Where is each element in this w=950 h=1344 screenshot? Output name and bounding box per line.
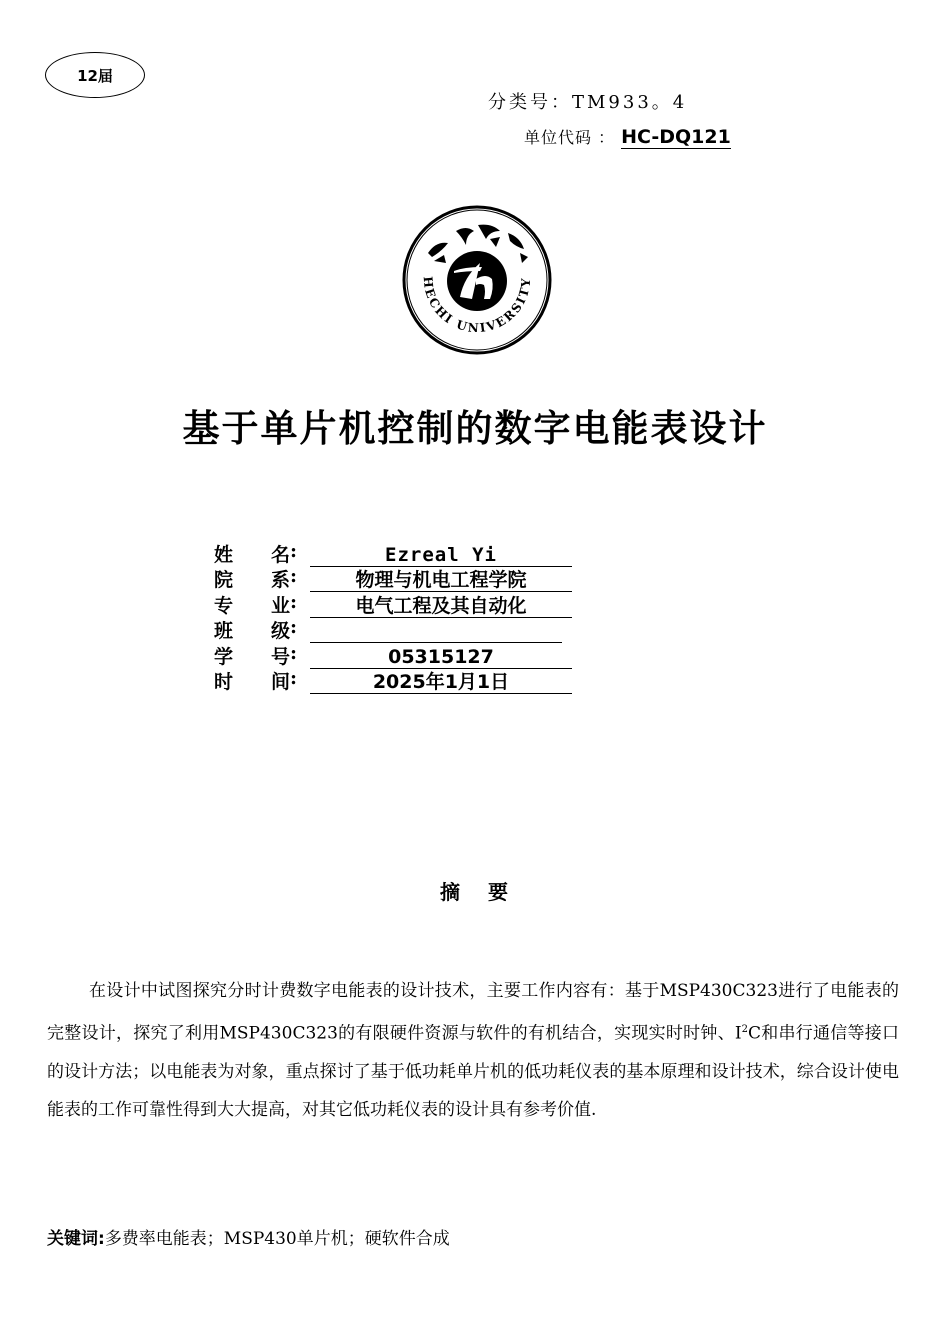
- class-label: 班 级 :: [214, 616, 298, 642]
- university-seal-logo: [398, 205, 556, 355]
- info-row-name: [214, 541, 572, 567]
- major-label: 专 业 :: [214, 590, 298, 617]
- abstract-body: 在设计中试图探究分时计费数字电能表的设计技术，主要工作内容有：基于MSP430C323进行了电能表的完整设计，探究了利用MSP430C323的有限硬件资源与软件的有机结合，实现实时时钟、$I^2C$和串行通信等接口的设计方法；以电能表为对象，重点探讨了基于低功耗单片机的低功耗仪表的基本原理和设计技术，综合设计使电能表的工作可靠性得到大大提高，对其它低功耗仪表的设计具有参考价值.: [47, 981, 899, 1121]
- info-row-dept: [214, 567, 572, 593]
- classification-number: 分类号：TM933。4: [488, 92, 688, 113]
- name-value: Ezreal Yi: [310, 544, 572, 567]
- date-value: 2025年1月1日: [310, 671, 572, 694]
- unit-code-label: 单位代码 ：: [524, 128, 616, 147]
- date-label: 时 间 :: [214, 667, 298, 693]
- student-id-value: 05315127: [310, 646, 572, 669]
- name-label: 姓 名 :: [214, 539, 298, 566]
- keywords-label: 关键词:: [47, 1229, 105, 1249]
- student-id-label: 学 号 :: [214, 641, 298, 668]
- class-value: [310, 642, 562, 643]
- abstract-heading: 摘 要: [440, 880, 510, 904]
- logo-caption: HECHI UNIVERSITY: [420, 275, 534, 336]
- unit-code-value: HC-DQ121: [621, 126, 731, 148]
- dept-label: 院 系 :: [214, 565, 298, 591]
- info-row-student-id: [214, 643, 572, 669]
- session-badge: 12届: [45, 52, 145, 98]
- student-info-block: [214, 541, 572, 694]
- keywords-value: 多费率电能表；MSP430单片机；硬软件合成: [104, 1229, 450, 1249]
- major-value: 电气工程及其自动化: [310, 595, 572, 618]
- info-row-major: [214, 592, 572, 618]
- thesis-title: 基于单片机控制的数字电能表设计: [182, 406, 768, 450]
- dept-value: 物理与机电工程学院: [310, 569, 572, 592]
- info-row-class: [214, 618, 572, 644]
- keywords: [47, 1224, 450, 1249]
- info-row-date: [214, 669, 572, 695]
- unit-code: [524, 125, 731, 148]
